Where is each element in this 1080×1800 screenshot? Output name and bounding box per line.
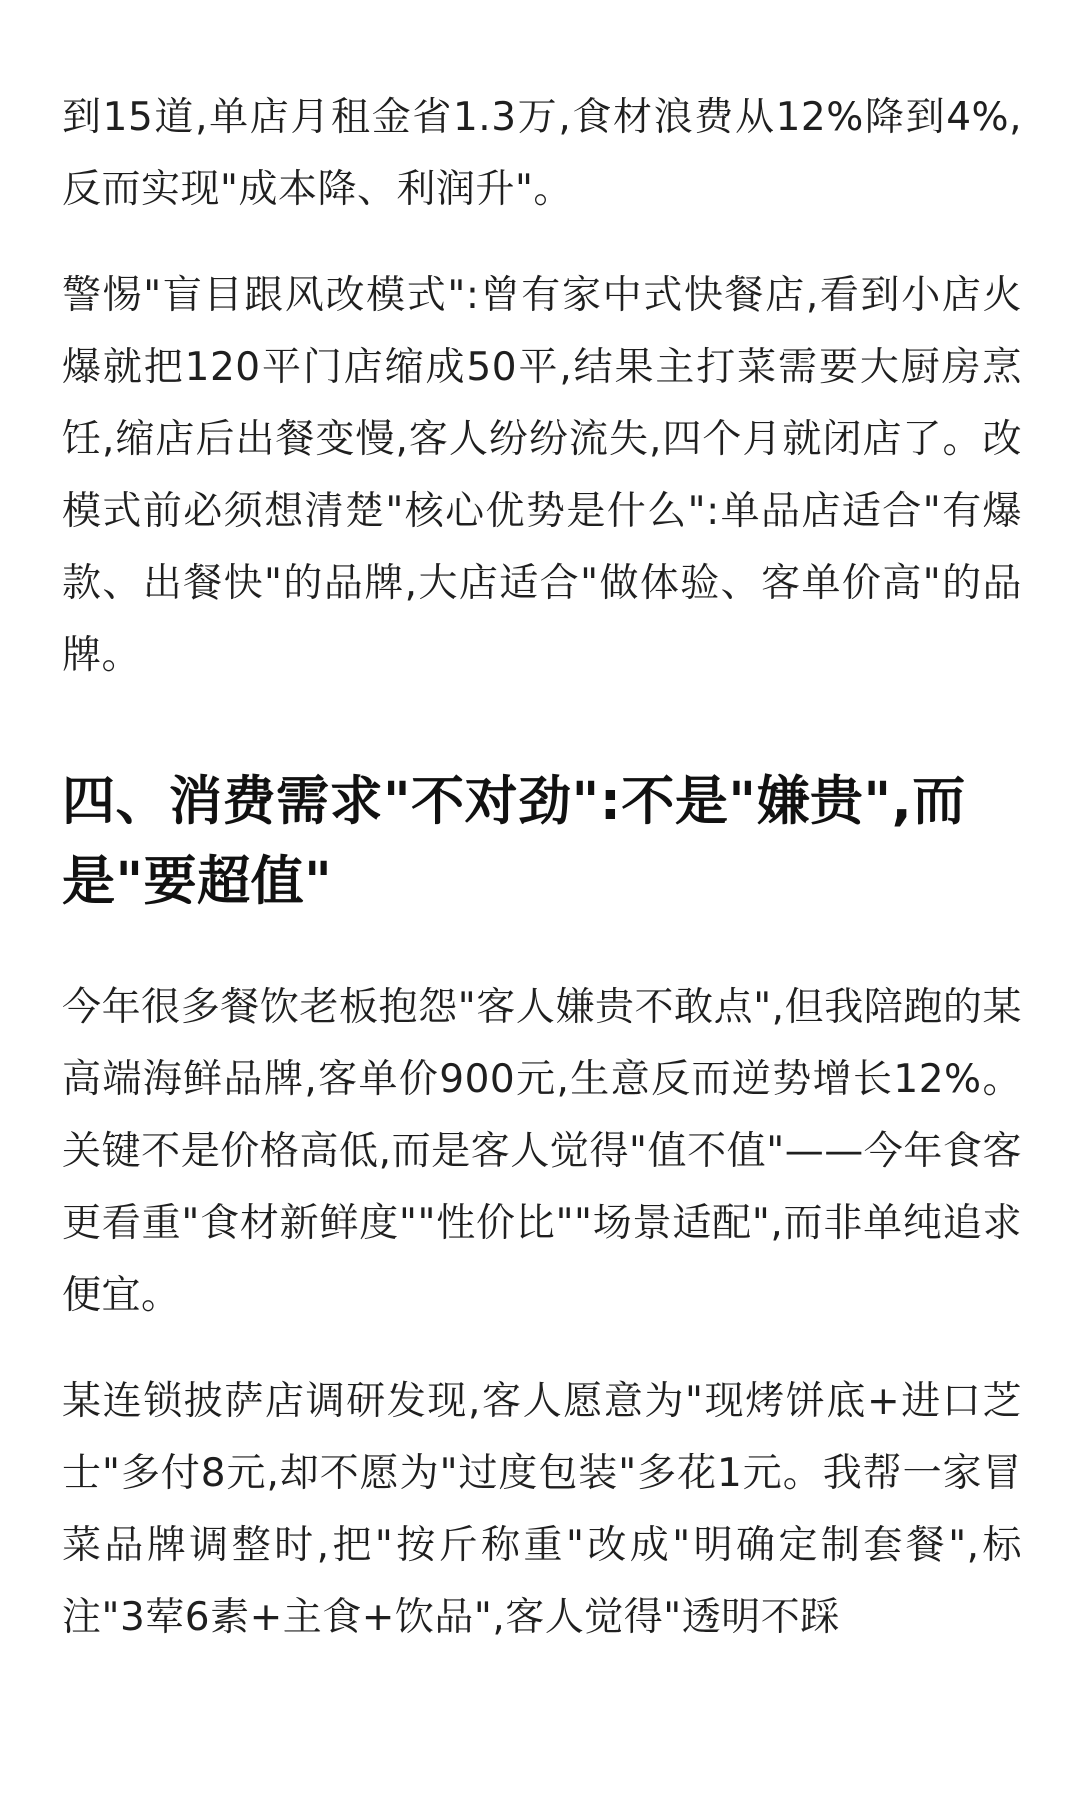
article-paragraph: 到15道,单店月租金省1.3万,食材浪费从12%降到4%,反而实现"成本降、利润升"。 — [62, 95, 1022, 212]
article-paragraph: 今年很多餐饮老板抱怨"客人嫌贵不敢点",但我陪跑的某高端海鲜品牌,客单价900元,生意反而逆势增长12%。关键不是价格高低,而是客人觉得"值不值"——今年食客更看重"食材新鲜度""性价比""场景适配",而非单纯追求便宜。 — [62, 985, 1022, 1318]
section-heading: 四、消费需求"不对劲":不是"嫌贵",而是"要超值" — [62, 771, 966, 912]
article-paragraph: 警惕"盲目跟风改模式":曾有家中式快餐店,看到小店火爆就把120平门店缩成50平,结果主打菜需要大厨房烹饪,缩店后出餐变慢,客人纷纷流失,四个月就闭店了。改模式前必须想清楚"核心优势是什么":单品店适合"有爆款、出餐快"的品牌,大店适合"做体验、客单价高"的品牌。 — [62, 273, 1022, 678]
article-paragraph: 某连锁披萨店调研发现,客人愿意为"现烤饼底+进口芝士"多付8元,却不愿为"过度包装"多花1元。我帮一家冒菜品牌调整时,把"按斤称重"改成"明确定制套餐",标注"3荤6素+主食+饮品",客人觉得"透明不踩 — [62, 1379, 1022, 1640]
article-body — [62, 0, 1022, 1654]
